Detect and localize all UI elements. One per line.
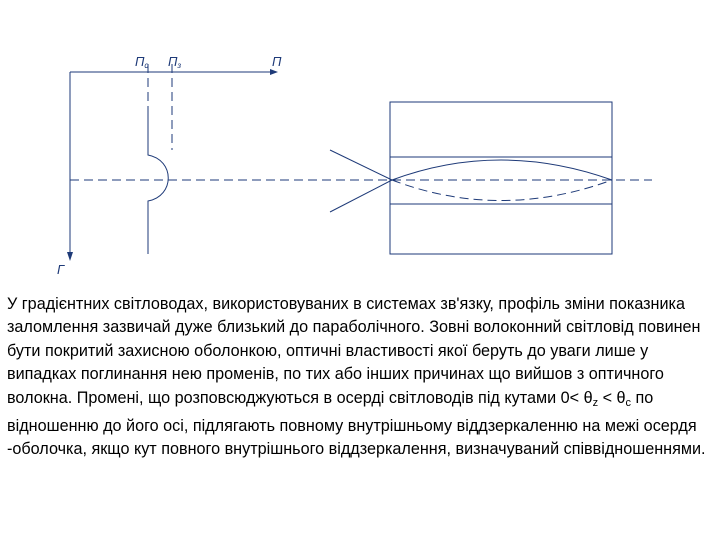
core-ray-upper — [392, 160, 612, 180]
incident-ray-lower — [330, 180, 392, 212]
fiber-outline — [390, 102, 612, 254]
vertical-axis-arrow — [67, 252, 73, 261]
index-profile-curve — [148, 108, 168, 254]
incident-ray-upper — [330, 150, 392, 180]
description-paragraph: У градієнтних світловодах, використовуваних в системах зв'язку, профіль зміни показника заломлення зазвичай дуже близький до параболічного. Зовні волоконний світловід повинен бути покритий захисною оболонкою, оптичні властивості якої беруть до уваги лише у випадках поглинання нею променів, по тих або інших причинах що вийшов з оптичного волокна. Промені, що розповсюджуються в осерді світловодів під кутами $0< \theta_z < \theta_c$ по відношенню до його осі, підлягають повному внутрішньому віддзеркаленню на межі осердя -оболочка, якщо кут повного внутрішнього віддзеркалення, визначуваний співвідношеннями. — [7, 295, 706, 459]
label-nc: Пс — [135, 54, 149, 70]
label-n: П — [272, 54, 282, 69]
label-nz: Пз — [168, 54, 182, 70]
label-r: Г — [57, 262, 65, 277]
core-ray-lower — [392, 180, 612, 201]
horizontal-axis-arrow — [270, 69, 278, 75]
